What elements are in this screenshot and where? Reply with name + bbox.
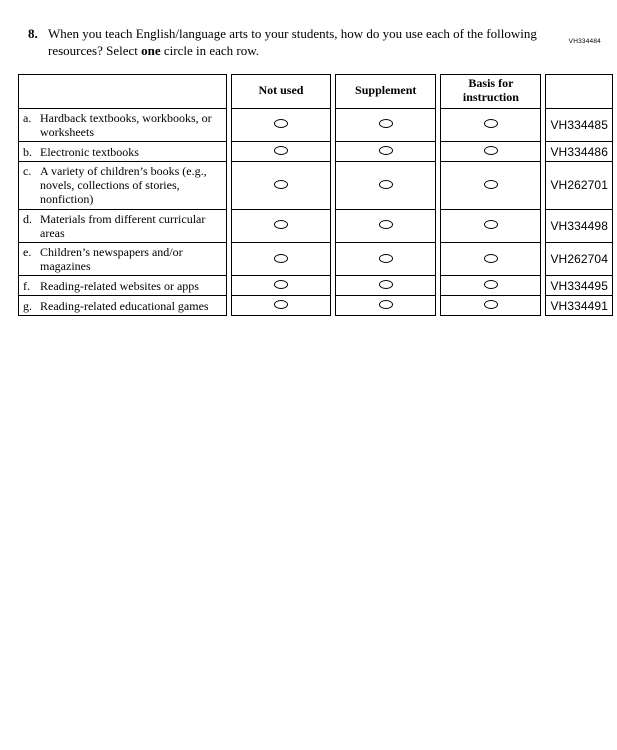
- row-letter: a.: [23, 110, 32, 125]
- row-code: VH334495: [545, 275, 613, 295]
- row-letter: d.: [23, 211, 32, 226]
- answer-cell-basis: [440, 295, 541, 316]
- question-number: 8.: [28, 26, 38, 41]
- table-row-f: [18, 275, 613, 295]
- response-bubble-supplement[interactable]: [379, 280, 393, 289]
- answer-cell-not-used: [231, 242, 331, 275]
- response-bubble-basis[interactable]: [484, 300, 498, 309]
- row-code: VH334485: [545, 108, 613, 141]
- row-code: VH262704: [545, 242, 613, 275]
- answer-cell-basis: [440, 141, 541, 161]
- row-label: Reading-related websites or apps: [40, 278, 199, 293]
- table-row-g: [18, 295, 613, 316]
- answer-cell-supplement: [335, 275, 436, 295]
- header-row: [18, 74, 613, 108]
- response-bubble-supplement[interactable]: [379, 220, 393, 229]
- question-text-part1: When you teach English/language arts to your students, how do you use each of the following resources? Select: [48, 26, 537, 58]
- row-code: VH334491: [545, 295, 613, 316]
- row-label: Reading-related educational games: [40, 298, 209, 313]
- question-text: [48, 26, 558, 60]
- page-accession-code: VH334484: [568, 38, 601, 45]
- response-bubble-basis[interactable]: [484, 280, 498, 289]
- response-bubble-basis[interactable]: [484, 119, 498, 128]
- answer-cell-supplement: [335, 108, 436, 141]
- row-code: VH334498: [545, 209, 613, 242]
- answer-cell-basis: [440, 161, 541, 208]
- question-text-bold: one: [141, 42, 161, 58]
- answer-cell-supplement: [335, 295, 436, 316]
- row-letter: b.: [23, 144, 32, 159]
- answer-cell-supplement: [335, 141, 436, 161]
- answer-cell-not-used: [231, 295, 331, 316]
- response-bubble-basis[interactable]: [484, 146, 498, 155]
- row-label-cell: [18, 108, 227, 141]
- response-bubble-supplement[interactable]: [379, 300, 393, 309]
- row-letter: c.: [23, 164, 32, 179]
- answer-cell-not-used: [231, 275, 331, 295]
- response-bubble-supplement[interactable]: [379, 146, 393, 155]
- row-label: Electronic textbooks: [40, 144, 139, 159]
- row-label-cell: [18, 161, 227, 208]
- question-block: [28, 26, 558, 60]
- response-bubble-basis[interactable]: [484, 220, 498, 229]
- response-bubble-basis[interactable]: [484, 180, 498, 189]
- column-header-basis-for-instruction: Basis for instruction: [440, 74, 541, 108]
- response-bubble-not-used[interactable]: [274, 254, 288, 263]
- row-label-cell: [18, 209, 227, 242]
- answer-cell-basis: [440, 242, 541, 275]
- row-label: Hardback textbooks, workbooks, or worksheets: [40, 110, 212, 139]
- response-bubble-not-used[interactable]: [274, 146, 288, 155]
- header-empty-code-cell: [545, 74, 613, 108]
- header-empty-label-cell: [18, 74, 227, 108]
- response-bubble-supplement[interactable]: [379, 254, 393, 263]
- row-label-cell: [18, 275, 227, 295]
- answer-cell-supplement: [335, 209, 436, 242]
- response-bubble-supplement[interactable]: [379, 180, 393, 189]
- answer-cell-basis: [440, 275, 541, 295]
- row-label-cell: [18, 141, 227, 161]
- row-letter: e.: [23, 244, 32, 259]
- row-label-cell: [18, 242, 227, 275]
- table-row-a: [18, 108, 613, 141]
- answer-cell-not-used: [231, 141, 331, 161]
- row-letter: f.: [23, 278, 30, 293]
- column-header-not-used: Not used: [231, 74, 331, 108]
- response-bubble-basis[interactable]: [484, 254, 498, 263]
- table-row-e: [18, 242, 613, 275]
- response-bubble-not-used[interactable]: [274, 119, 288, 128]
- response-bubble-not-used[interactable]: [274, 220, 288, 229]
- answer-cell-supplement: [335, 161, 436, 208]
- response-bubble-not-used[interactable]: [274, 180, 288, 189]
- table-row-c: [18, 161, 613, 208]
- answer-cell-supplement: [335, 242, 436, 275]
- table-row-d: [18, 209, 613, 242]
- answer-cell-not-used: [231, 209, 331, 242]
- response-bubble-not-used[interactable]: [274, 280, 288, 289]
- row-label: Materials from different curricular areas: [40, 211, 206, 240]
- table-row-b: [18, 141, 613, 161]
- question-text-part2: circle in each row.: [160, 42, 260, 58]
- answer-cell-not-used: [231, 161, 331, 208]
- row-letter: g.: [23, 298, 32, 313]
- answer-cell-basis: [440, 108, 541, 141]
- resources-table: [14, 74, 617, 316]
- column-header-supplement: Supplement: [335, 74, 436, 108]
- row-label-cell: [18, 295, 227, 316]
- row-label: A variety of children’s books (e.g., novels, collections of stories, nonfiction): [40, 164, 207, 207]
- response-bubble-supplement[interactable]: [379, 119, 393, 128]
- row-label: Children’s newspapers and/or magazines: [40, 244, 183, 274]
- answer-cell-not-used: [231, 108, 331, 141]
- row-code: VH262701: [545, 161, 613, 208]
- answer-cell-basis: [440, 209, 541, 242]
- row-code: VH334486: [545, 141, 613, 161]
- response-bubble-not-used[interactable]: [274, 300, 288, 309]
